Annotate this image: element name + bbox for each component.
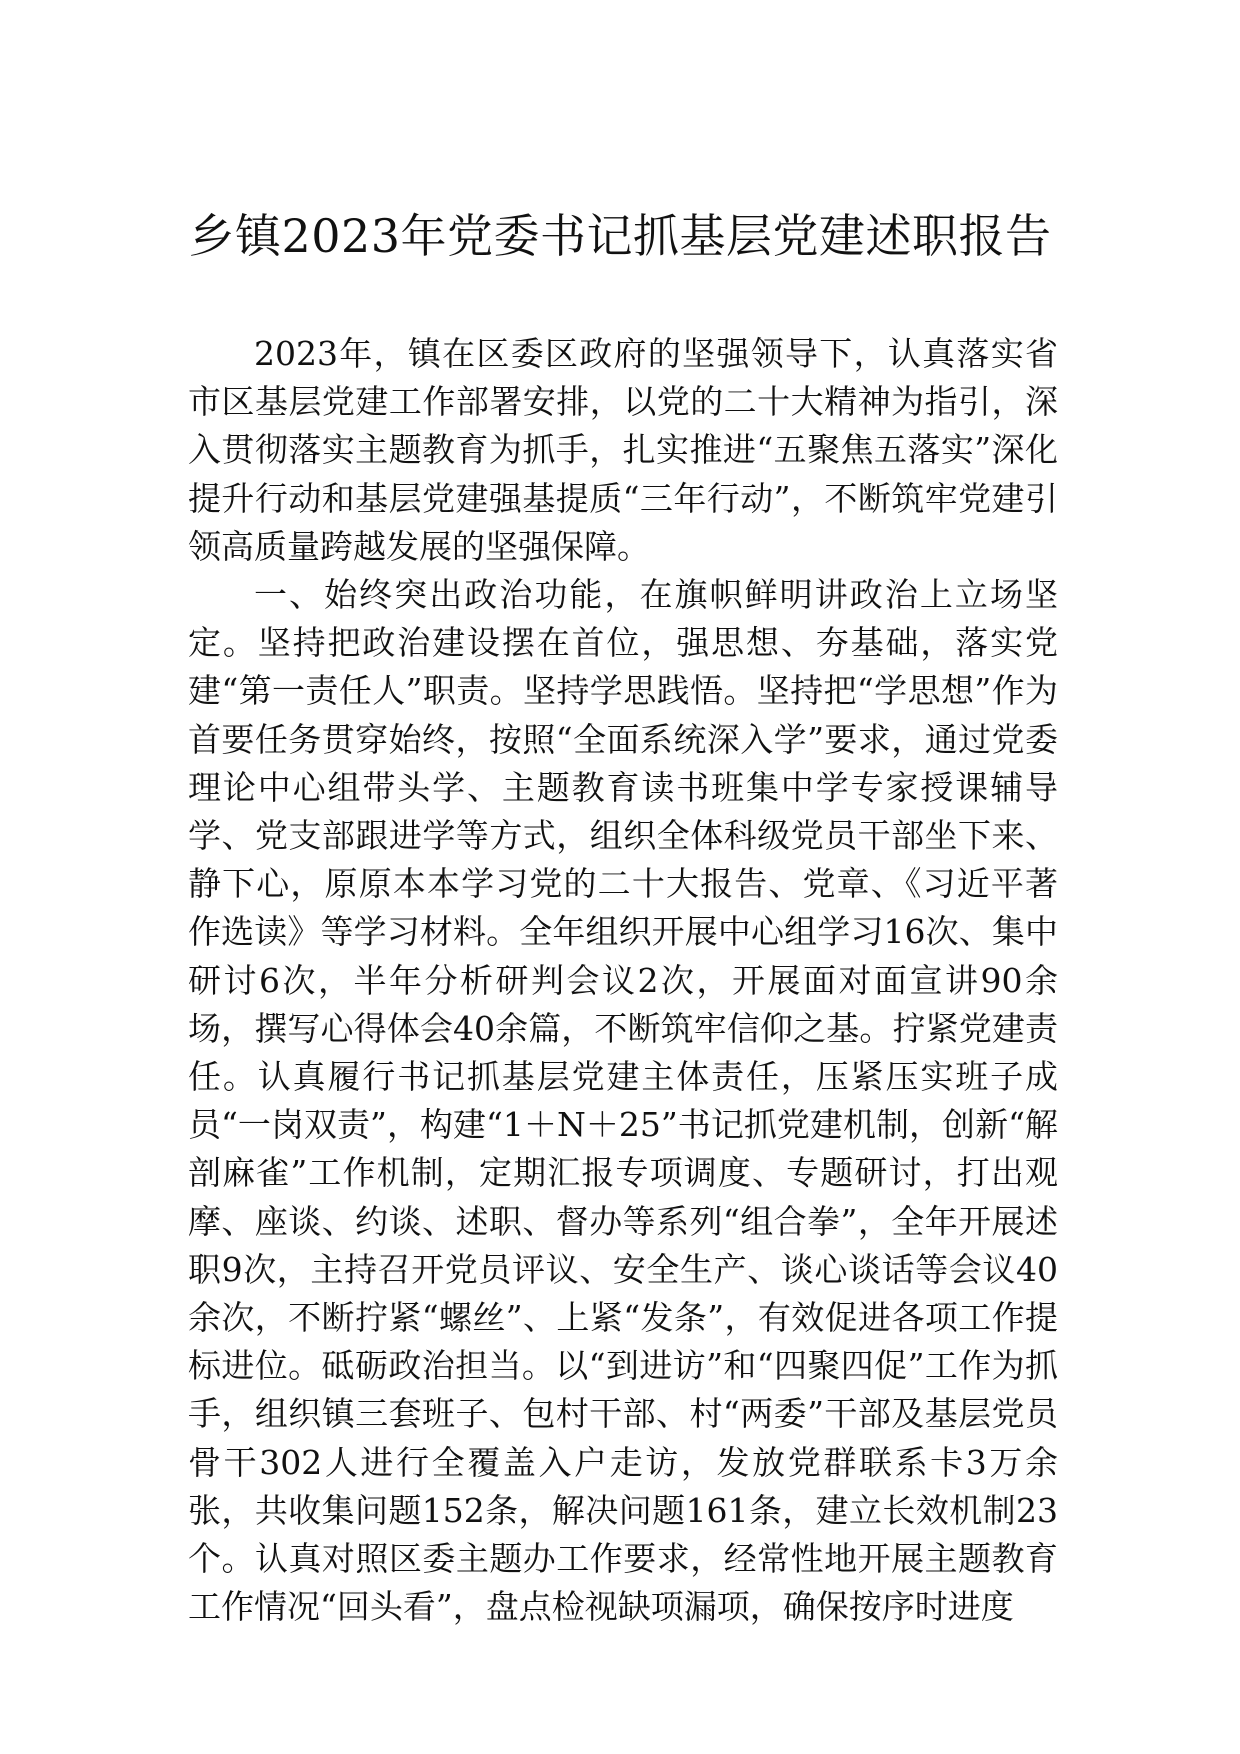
paragraph-section-one: 一、始终突出政治功能，在旗帜鲜明讲政治上立场坚定。坚持把政治建设摆在首位，强思想、夯基础，落实党建“第一责任人”职责。坚持学思践悟。坚持把“学思想”作为首要任务贯穿始终，按照“全面系统深入学”要求，通过党委理论中心组带头学、主题教育读书班集中学专家授课辅导学、党支部跟进学等方式，组织全体科级党员干部坐下来、静下心，原原本本学习党的二十大报告、党章、《习近平著作选读》等学习材料。全年组织开展中心组学习16次、集中研讨6次，半年分析研判会议2次，开展面对面宣讲90余场，撰写心得体会40余篇，不断筑牢信仰之基。拧紧党建责任。认真履行书记抓基层党建主体责任，压紧压实班子成员“一岗双责”，构建“1＋N＋25”书记抓党建机制，创新“解剖麻雀”工作机制，定期汇报专项调度、专题研讨，打出观摩、座谈、约谈、述职、督办等系列“组合拳”，全年开展述职9次，主持召开党员评议、安全生产、谈心谈话等会议40余次，不断拧紧“螺丝”、上紧“发条”，有效促进各项工作提标进位。砥砺政治担当。以“到进访”和“四聚四促”工作为抓手，组织镇三套班子、包村干部、村“两委”干部及基层党员骨干302人进行全覆盖入户走访，发放党群联系卡3万余张，共收集问题152条，解决问题161条，建立长效机制23个。认真对照区委主题办工作要求，经常性地开展主题教育工作情况“回头看”，盘点检视缺项漏项，确保按序时进度 <box>188 575 1058 1627</box>
document-body <box>188 330 1058 1631</box>
document-title: 乡镇2023年党委书记抓基层党建述职报告 <box>188 209 1052 263</box>
paragraph-intro: 2023年，镇在区委区政府的坚强领导下，认真落实省市区基层党建工作部署安排，以党的二十大精神为指引，深入贯彻落实主题教育为抓手，扎实推进“五聚焦五落实”深化提升行动和基层党建强基提质“三年行动”，不断筑牢党建引领高质量跨越发展的坚强保障。 <box>188 334 1058 566</box>
